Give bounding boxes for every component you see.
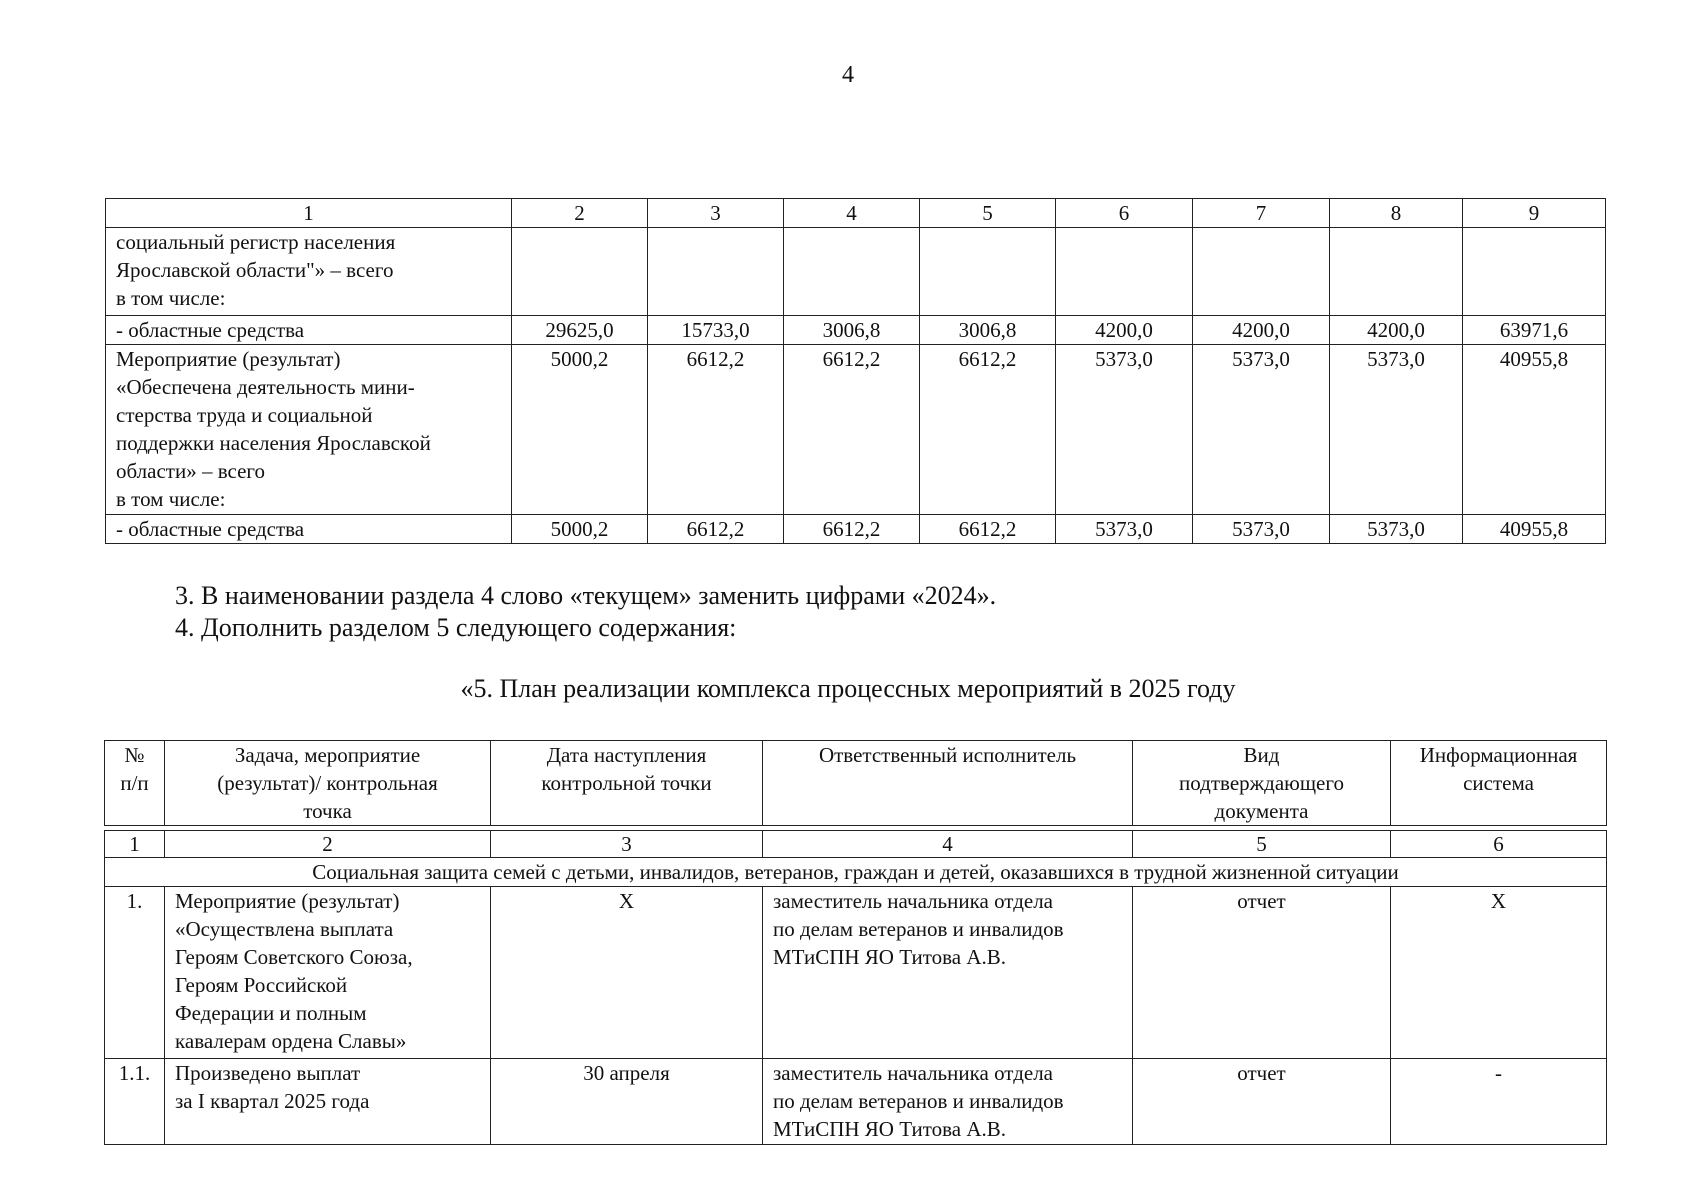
value-cell: 5000,2 [512,345,648,515]
label-line: области» – всего [116,459,265,483]
table-header-row [106,199,1606,228]
column-header: 5 [920,199,1056,228]
header-line: контрольной точки [541,771,712,795]
executor-line: МТиСПН ЯО Титова А.В. [773,1117,1007,1141]
column-number: 4 [763,831,1133,858]
row-number: 1.1. [105,1059,165,1145]
value-cell: 3006,8 [920,316,1056,345]
value-cell: 5373,0 [1056,345,1193,515]
table-row [106,228,1606,316]
label-line: социальный регистр населения [116,230,396,254]
task-line: Героям Российской [175,973,348,997]
column-header: 7 [1193,199,1330,228]
column-header: 2 [512,199,648,228]
document-cell: отчет [1133,1059,1391,1145]
column-numbers-row [105,831,1607,858]
label-line: - областные средства [116,517,305,541]
value-cell: 5373,0 [1330,345,1463,515]
value-cell [784,228,920,316]
executor-line: МТиСПН ЯО Титова А.В. [773,945,1007,969]
executor-line: заместитель начальника отдела [773,1061,1053,1085]
column-header: 4 [784,199,920,228]
table-row [106,515,1606,544]
executor-line: заместитель начальника отдела [773,889,1053,913]
paragraph-4: 4. Дополнить разделом 5 следующего содержания: [175,613,737,642]
system-cell: - [1391,1059,1607,1145]
table-row [106,316,1606,345]
column-number: 3 [491,831,763,858]
label-line: в том числе: [116,487,226,511]
value-cell: 4200,0 [1056,316,1193,345]
column-number: 2 [165,831,491,858]
value-cell: 63971,6 [1463,316,1606,345]
column-header [763,741,1133,826]
value-cell: 4200,0 [1193,316,1330,345]
column-header [1391,741,1607,826]
value-cell: 6612,2 [648,515,784,544]
value-cell: 15733,0 [648,316,784,345]
label-line: стерства труда и социальной [116,403,373,427]
task-line: Произведено выплат [175,1061,361,1085]
plan-table [104,740,1607,1145]
value-cell: 3006,8 [784,316,920,345]
header-line: документа [1214,799,1309,823]
header-line: Ответственный исполнитель [818,743,1077,767]
value-cell: 5373,0 [1330,515,1463,544]
column-header: 1 [106,199,512,228]
value-cell [920,228,1056,316]
header-line: Вид [1243,743,1280,767]
executor-line: по делам ветеранов и инвалидов [773,1089,1064,1113]
column-header: 3 [648,199,784,228]
value-cell [648,228,784,316]
table-row [105,1059,1607,1145]
table-row [105,887,1607,1059]
column-number: 6 [1391,831,1607,858]
label-line: Мероприятие (результат) [116,347,341,371]
column-header [491,741,763,826]
date-cell: 30 апреля [491,1059,763,1145]
column-header [165,741,491,826]
value-cell: 6612,2 [920,515,1056,544]
executor-cell [763,887,1133,1059]
header-line: № [124,743,145,767]
column-number: 1 [105,831,165,858]
section-title: «5. План реализации комплекса процессных мероприятий в 2025 году [460,674,1236,703]
task-line: Федерации и полным [175,1001,367,1025]
system-cell: Х [1391,887,1607,1059]
date-cell: Х [491,887,763,1059]
value-cell: 6612,2 [784,515,920,544]
label-line: в том числе: [116,286,226,310]
value-cell: 5373,0 [1193,515,1330,544]
header-line: подтверждающего [1179,771,1344,795]
task-line: «Осуществлена выплата [175,917,394,941]
value-cell [1330,228,1463,316]
section-row-label: Социальная защита семей с детьми, инвалидов, ветеранов, граждан и детей, оказавшихся в трудной жизненной ситуации [105,858,1607,887]
column-number: 5 [1133,831,1391,858]
task-line: Героям Советского Союза, [175,945,413,969]
task-cell [165,887,491,1059]
label-line: - областные средства [116,318,305,342]
column-header: 9 [1463,199,1606,228]
document-cell: отчет [1133,887,1391,1059]
table-header-row [105,741,1607,826]
row-label [106,228,512,316]
value-cell: 6612,2 [784,345,920,515]
column-header [1133,741,1391,826]
table-row [106,345,1606,515]
label-line: поддержки населения Ярославской [116,431,431,455]
value-cell: 5000,2 [512,515,648,544]
task-line: Мероприятие (результат) [175,889,400,913]
value-cell [1193,228,1330,316]
executor-line: по делам ветеранов и инвалидов [773,917,1064,941]
header-line: п/п [120,771,149,795]
row-label [106,515,512,544]
value-cell: 5373,0 [1056,515,1193,544]
header-line: система [1463,771,1534,795]
financing-table [105,198,1606,544]
value-cell [1056,228,1193,316]
value-cell: 6612,2 [920,345,1056,515]
executor-cell [763,1059,1133,1145]
value-cell: 5373,0 [1193,345,1330,515]
header-line: (результат)/ контрольная [217,771,438,795]
task-line: за I квартал 2025 года [175,1089,370,1113]
value-cell: 40955,8 [1463,515,1606,544]
task-cell [165,1059,491,1145]
row-label [106,345,512,515]
column-header [105,741,165,826]
value-cell: 4200,0 [1330,316,1463,345]
section-row [105,858,1607,887]
value-cell [512,228,648,316]
row-number: 1. [105,887,165,1059]
column-header: 6 [1056,199,1193,228]
column-header: 8 [1330,199,1463,228]
header-line: Задача, мероприятие [234,743,421,767]
value-cell: 40955,8 [1463,345,1606,515]
task-line: кавалерам ордена Славы» [175,1029,407,1053]
value-cell: 6612,2 [648,345,784,515]
header-line: Дата наступления [546,743,707,767]
paragraph-3: 3. В наименовании раздела 4 слово «текущем» заменить цифрами «2024». [175,581,997,610]
header-line: точка [303,799,352,823]
header-line: Информационная [1419,743,1578,767]
page-number: 4 [842,62,854,88]
value-cell [1463,228,1606,316]
row-label [106,316,512,345]
label-line: Ярославской области"» – всего [116,258,394,282]
label-line: «Обеспечена деятельность мини- [116,375,415,399]
value-cell: 29625,0 [512,316,648,345]
